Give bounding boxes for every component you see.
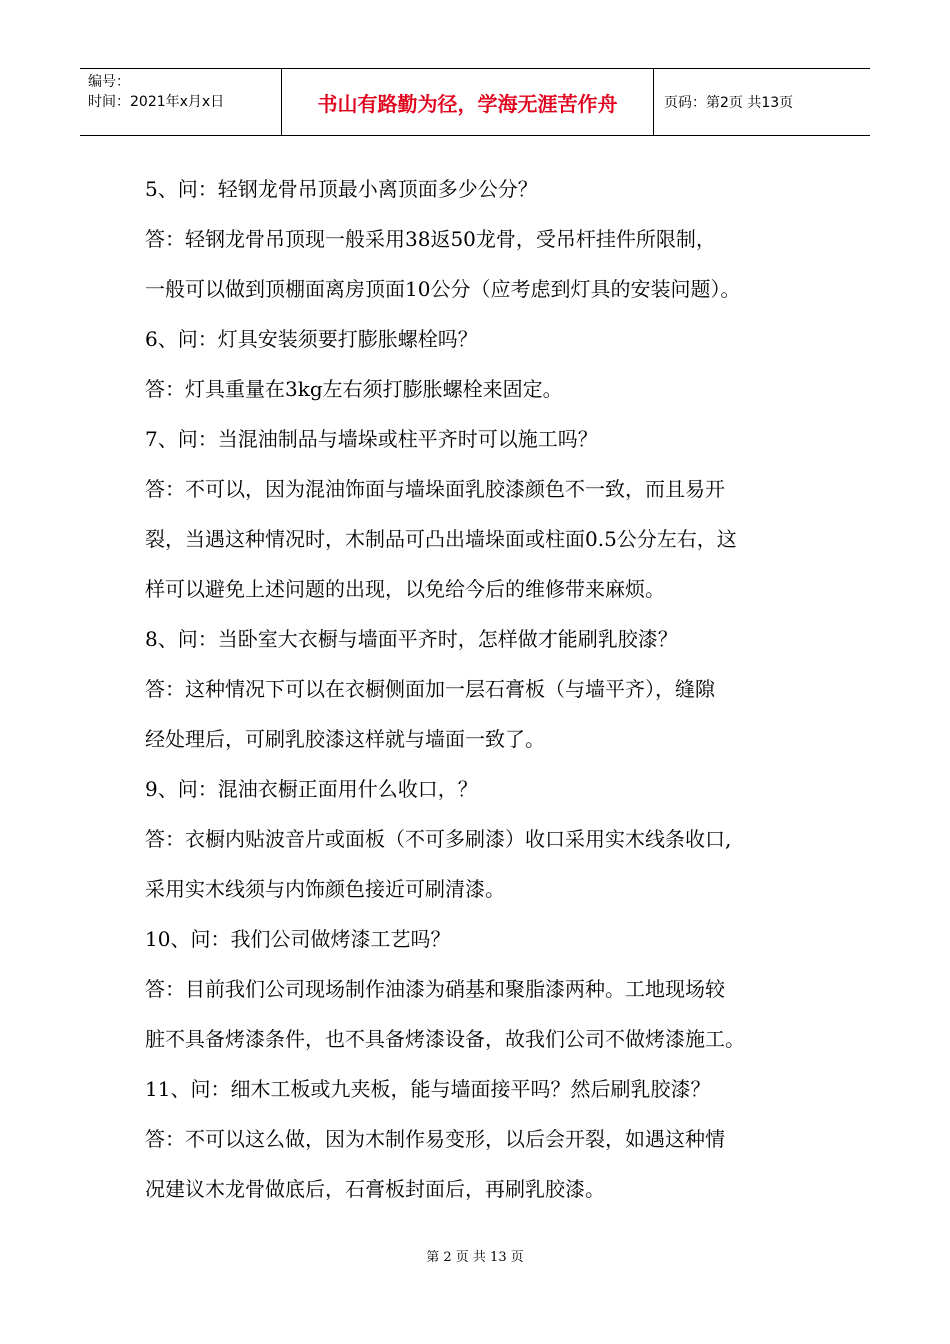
text-line: 况建议木龙骨做底后，石膏板封面后，再刷乳胶漆。 <box>145 1177 605 1201</box>
text-line: 答：不可以，因为混油饰面与墙垛面乳胶漆颜色不一致，而且易开 <box>145 477 725 501</box>
text-line: 答：目前我们公司现场制作油漆为硝基和聚脂漆两种。工地现场较 <box>145 977 725 1001</box>
text-line: 9、问：混油衣橱正面用什么收口，？ <box>145 777 478 801</box>
text-line: 经处理后，可刷乳胶漆这样就与墙面一致了。 <box>145 727 545 751</box>
text-line: 样可以避免上述问题的出现，以免给今后的维修带来麻烦。 <box>145 577 665 601</box>
text-line: 裂，当遇这种情况时，木制品可凸出墙垛面或柱面0.5公分左右，这 <box>145 527 737 551</box>
text-line: 答：灯具重量在3kg左右须打膨胀螺栓来固定。 <box>145 377 563 401</box>
text-line: 答：不可以这么做，因为木制作易变形，以后会开裂，如遇这种情 <box>145 1127 725 1151</box>
text-line: 采用实木线须与内饰颜色接近可刷清漆。 <box>145 877 505 901</box>
header-meta <box>80 69 282 135</box>
page-header <box>80 68 870 136</box>
document-body <box>145 164 825 1214</box>
text-line: 8、问：当卧室大衣橱与墙面平齐时，怎样做才能刷乳胶漆？ <box>145 627 678 651</box>
page-footer: 第 2 页 共 13 页 <box>426 1250 524 1265</box>
text-line: 6、问：灯具安装须要打膨胀螺栓吗？ <box>145 327 478 351</box>
text-line: 10、问：我们公司做烤漆工艺吗？ <box>145 927 451 951</box>
text-line: 7、问：当混油制品与墙垛或柱平齐时可以施工吗？ <box>145 427 598 451</box>
time-label: 时间：2021年x月x日 <box>88 94 225 110</box>
header-page-info: 页码：第2页 共13页 <box>664 95 794 111</box>
text-line: 一般可以做到顶棚面离房顶面10公分（应考虑到灯具的安装问题）。 <box>145 277 741 301</box>
text-line: 11、问：细木工板或九夹板，能与墙面接平吗？然后刷乳胶漆？ <box>145 1077 711 1101</box>
text-line: 脏不具备烤漆条件，也不具备烤漆设备，故我们公司不做烤漆施工。 <box>145 1027 745 1051</box>
text-line: 答：轻钢龙骨吊顶现一般采用38返50龙骨，受吊杆挂件所限制， <box>145 227 716 251</box>
text-line: 答：这种情况下可以在衣橱侧面加一层石膏板（与墙平齐），缝隙 <box>145 677 715 701</box>
text-line: 答：衣橱内贴波音片或面板（不可多刷漆）收口采用实木线条收口, <box>145 827 732 851</box>
number-label: 编号： <box>88 74 130 90</box>
text-line: 5、问：轻钢龙骨吊顶最小离顶面多少公分？ <box>145 177 538 201</box>
header-motto: 书山有路勤为径，学海无涯苦作舟 <box>282 69 654 135</box>
